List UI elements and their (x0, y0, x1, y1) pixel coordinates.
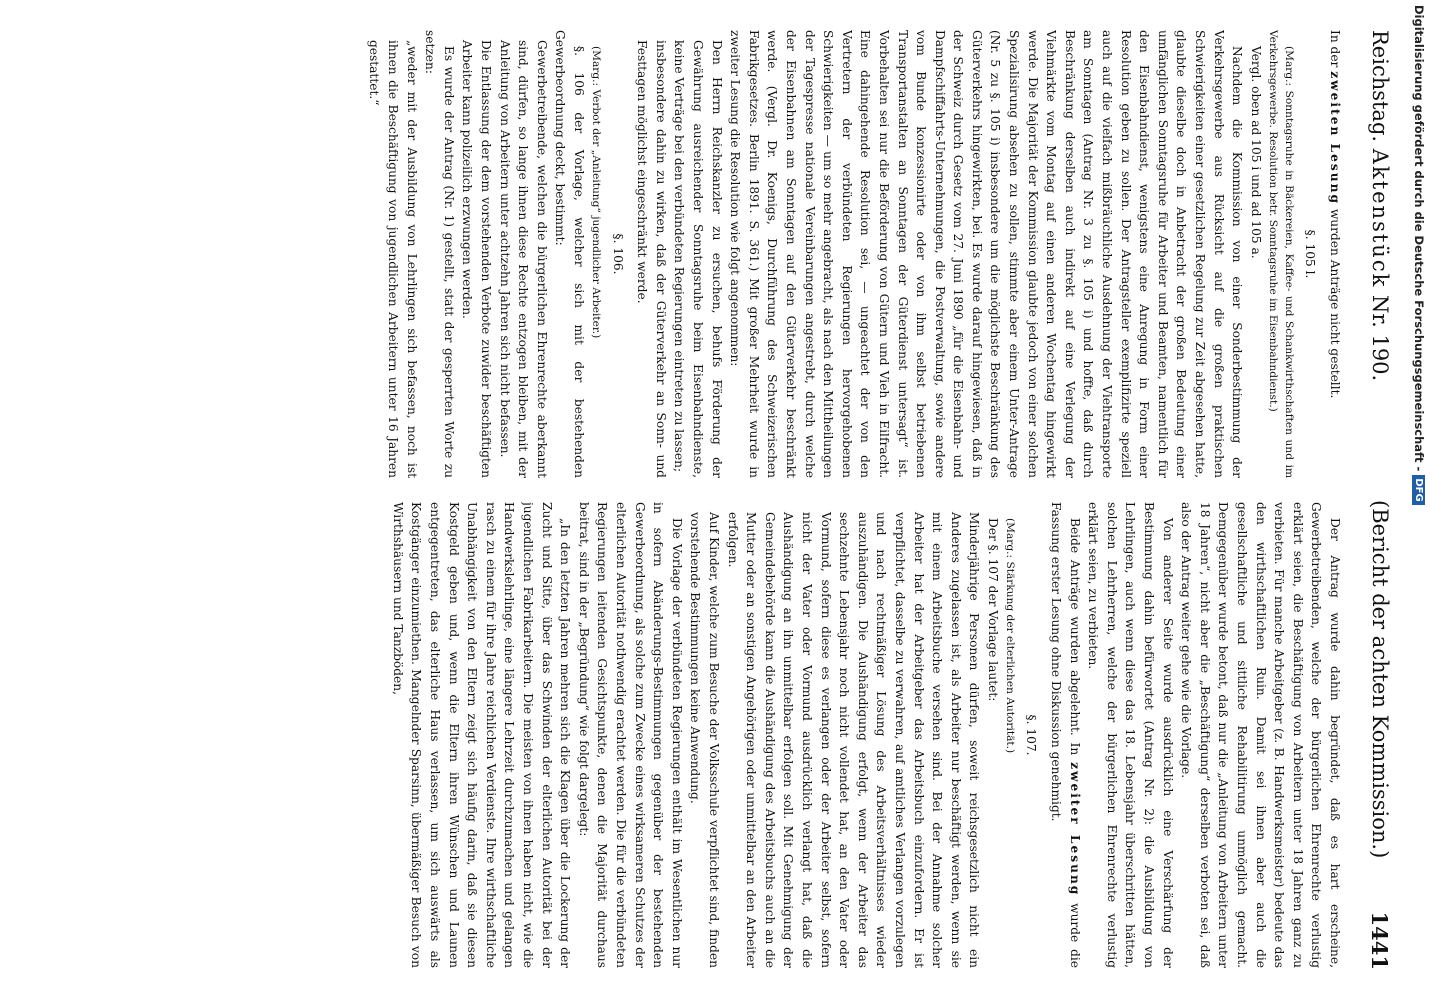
quoted-law-text: Die Entlassung der dem vorstehenden Verbote zuwider beschäftigten Arbeiter kann polizeilich erzwungen werden. (460, 40, 494, 478)
paragraph: Beide Anträge wurden abgelehnt. In zweiter Lesung wurde die Fassung erster Lesung ohne Diskussion genehmigt. (1049, 502, 1082, 968)
section-heading: §. 107. (1024, 714, 1039, 756)
left-text-column (14, 30, 1344, 478)
section-heading: §. 105 l. (1303, 229, 1318, 279)
section-heading: §. 106. (610, 233, 625, 275)
paragraph: Der Antrag wurde dahin begründet, daß es hart erscheine, Gewerbetreibenden, welche der bürgerlichen Ehrenrechte verlustig erklärt seien, die Beschäftigung von Arbeitern unter 18 Jahren ganz zu verbieten. Für manche Arbeitgeber (z. B. Handwerksmeister) bedeute das den wirthschaftlichen Ruin. Damit sei ihnen aber auch die gesellschaftliche und sittliche Rehabilitirung unmöglich gemacht. Demgegenüber wurde betont, daß nur die „Anleitung von Arbeitern unter 18 Jahren“, nicht aber die „Beschäftigung“ derselben verboten sei, daß also der Antrag weiter gehe wie die Vorlage. (1179, 502, 1342, 968)
header-aktenstueck: Aktenstück (1368, 148, 1392, 289)
paragraph: Von anderer Seite wurde ausdrücklich eine Verschärfung der Bestimmung dahin befürwortet (Antrag Nr. 2): die Ausbildung von Lehrlingen, auch wenn diese das 18. Lebensjahr überschritten hätten, solchen Lehrherren, welche der bürgerlichen Ehrenrechte verlustig erklärt seien, zu verbieten. (1086, 502, 1175, 968)
header-report-title: (Bericht der achten Kommission.) (1368, 500, 1392, 859)
cross-reference: Vergl. oben ad 105 i und ad 105 a. (1248, 46, 1263, 259)
marginal-note: (Marg.: Stärkung der elterlichen Autorität.) (1003, 518, 1016, 754)
right-running-header (1356, 500, 1392, 970)
digitization-credit (1404, 5, 1426, 565)
credit-text: Digitalisierung gefördert durch die Deutsche Forschungsgemeinschaft - (1412, 5, 1426, 472)
header-document-number: Nr. 190. (1368, 295, 1392, 382)
quoted-law-text: Gewerbetreibende, welchen die bürgerlichen Ehrenrechte aberkannt sind, dürfen, so lange ihnen diese Rechte entzogen bleiben, mit der Anleitung von Arbeitern unter achtzehn Jahren sich nicht befassen. (497, 40, 549, 478)
paragraph: Die Vorlage der verbündeten Regierungen enthält im Wesentlichen nur in sofern Abänderungs-Bestimmungen gegenüber der bestehenden Gewerbeordnung, als solche zum Zwecke eines wirksameren Schutzes der elterlichen Autorität nothwendig erachtet werden. Die für die verbündeten Regierungen leitenden Gesichtspunkte, denen die Majorität durchaus beitrat, sind in der „Begründung“ wie folgt dargelegt: (576, 502, 684, 968)
paragraph: §. 106 der Vorlage, welcher sich mit der bestehenden Gewerbeordnung deckt, bestimmt: (553, 30, 587, 478)
resolution-text: insbesondere dahin zu wirken, daß der Güterverkehr an Sonn- und Festtagen möglichst eingeschränkt werde. (635, 40, 668, 478)
right-text-column (14, 502, 1344, 968)
paragraph: Nachdem die Kommission von einer Sonderbestimmung der Verkehrsgewerbe aus Rücksicht auf die großen praktischen Schwierigkeiten einer gesetzlichen Regelung zur Zeit abgesehen hatte, glaubte dieselbe doch in Anbetracht der großen Bedeutung einer umfänglichen Sonntagsruhe für Arbeiter und Beamten, namentlich für den Eisenbahndienst, wenigstens eine Anregung in Form einer Resolution geben zu sollen. Der Antragsteller exemplifizirte speziell auch auf die vielfach mißbräuchliche Ausdehnung der Viehtransporte am Sonntagen (Antrag Nr. 3 zu §. 105 i) und hoffte, daß durch Beschränkung derselben auch indirekt auf eine Verlegung der Viehmärkte vom Montag auf einen anderen Wochentag hingewirkt werde. Die Majorität der Kommission glaubte jedoch von einer solchen Spezialisirung absehen zu sollen, stimmte aber einem Unter-Antrage (Nr. 5 zu §. 105 i) insbesondere um die möglichste Beschränkung des Güterverkehrs hingewirkten, bei. Es wurde darauf hingewiesen, daß in der Schweiz durch Gesetz vom 27. Juni 1890 „für die Eisenbahn- und Dampfschiffahrts-Unternehmungen, die Postverwaltung, sowie andere vom Bunde konzessionirte oder von ihm selbst betriebenen Transportanstalten an Sonntagen der Güterdienst untersagt“ ist. Vorbehalten sei nur die Beförderung von Gütern und Vieh in Eilfracht. Eine dahingehende Resolution sei, — ungeachtet der von den Vertretern der verbündeten Regierungen hervorgehobenen Schwierigkeiten — um so mehr angebracht, als nach den Mittheilungen der Tagespresse nationale Vereinbarungen angestrebt, durch welche der Eisenbahnen am Sonntagen auf den Güterverkehr beschränkt werde. (Vergl. Dr. Koenigs, Durchführung des Schweizerischen Fabrikgesetzes. Berlin 1891. S. 361.) Mit großer Mehrheit wurde in zweiter Lesung die Resolution wie folgt angenommen: (728, 30, 1245, 478)
paragraph: „In den letzten Jahren mehren sich die Klagen über die Lockerung der Zucht und Sitte, über das Schwinden der elterlichen Autorität bei der jugendlichen Fabrikarbeitern. Die meisten von ihnen haben nicht, wie die Handwerkslehrlinge, eine längere Lehrzeit durchzumachen und gelangen rasch zu einem für ihre Jahre reichlichen Verdienste. Ihre wirthschaftliche Unabhängigkeit von den Eltern zeigt sich häufig darin, daß sie diesen Kostgeld geben und, wenn die Eltern ihren Wünschen und Launen entgegentreten, das elterliche Haus verlassen, um sich auswärts als Kostgänger einzumiethen. Mangelnder Sparsinn, übermäßiger Besuch von Wirthshäusern und Tanzböden, (390, 502, 573, 968)
marginal-note: (Marg.: Verbot der „Anleitung“ jugendlicher Arbeiter.) (590, 46, 603, 339)
quoted-amendment: „weder mit der Ausbildung von Lehrlingen sich befassen, noch ist ihnen die Beschäftigung von jugendlichen Arbeitern unter 16 Jahren gestattet.“ (367, 40, 419, 478)
header-reichstag: Reichstag. (1368, 30, 1392, 143)
resolution-text: Den Herrn Reichskanzler zu ersuchen, behufs Förderung der Gewährung ausreichender Sonntagsruhe beim Eisenbahndienste, keine Verträge bei den verbündeten Regierungen eintreten zu lassen; (672, 40, 724, 478)
left-running-header (1356, 30, 1392, 470)
paragraph: Es wurde der Antrag (Nr. 1) gestellt, statt der gesperrten Worte zu setzen: (423, 30, 456, 478)
page-number: 1441 (1367, 911, 1392, 970)
paragraph: In der zweiten Lesung wurden Anträge nicht gestellt. (1328, 30, 1342, 399)
paragraph: Der §. 107 der Vorlage lautet: (985, 518, 1000, 702)
quoted-law-text: Auf Kinder, welche zum Besuche der Volksschule verpflichtet sind, finden vorstehende Bestimmungen keine Anwendung. (688, 512, 721, 968)
marginal-note: (Marg.: Sonntagsruhe in Bäckereien, Kaffee- und Schankwirthschaften und im Verkehrsgewerbe. Resolution betr. Sonntagsruhe im Eisenbahndienst.) (1266, 30, 1295, 478)
dfg-logo: DFG (1412, 475, 1425, 504)
quoted-law-text: Minderjährige Personen dürfen, soweit reichsgesetzlich nicht ein Anderes zugelassen ist, als Arbeiter nur beschäftigt werden, wenn sie mit einem Arbeitsbuche versehen sind. Bei der Annahme solcher Arbeiter hat der Arbeitgeber das Arbeitsbuch einzufordern. Er ist verpflichtet, dasselbe zu verwahren, auf amtliches Verlangen vorzulegen und nach rechtmäßiger Lösung des Arbeitsverhältnisses wieder auszuhändigen. Die Aushändigung erfolgt, wenn der Arbeiter das sechzehnte Lebensjahr noch nicht vollendet hat, an den Vater oder Vormund, sofern diese es verlangen oder der Arbeiter selbst, sofern nicht der Vater oder Vormund ausdrücklich verlangt hat, daß die Aushändigung an ihn unmittelbar erfolgen soll. Mit Genehmigung der Gemeindebehörde kann die Aushändigung des Arbeitsbuchs auch an die Mutter oder an sonstigen Angehörigen oder unmittelbar an den Arbeiter erfolgen. (725, 512, 982, 968)
